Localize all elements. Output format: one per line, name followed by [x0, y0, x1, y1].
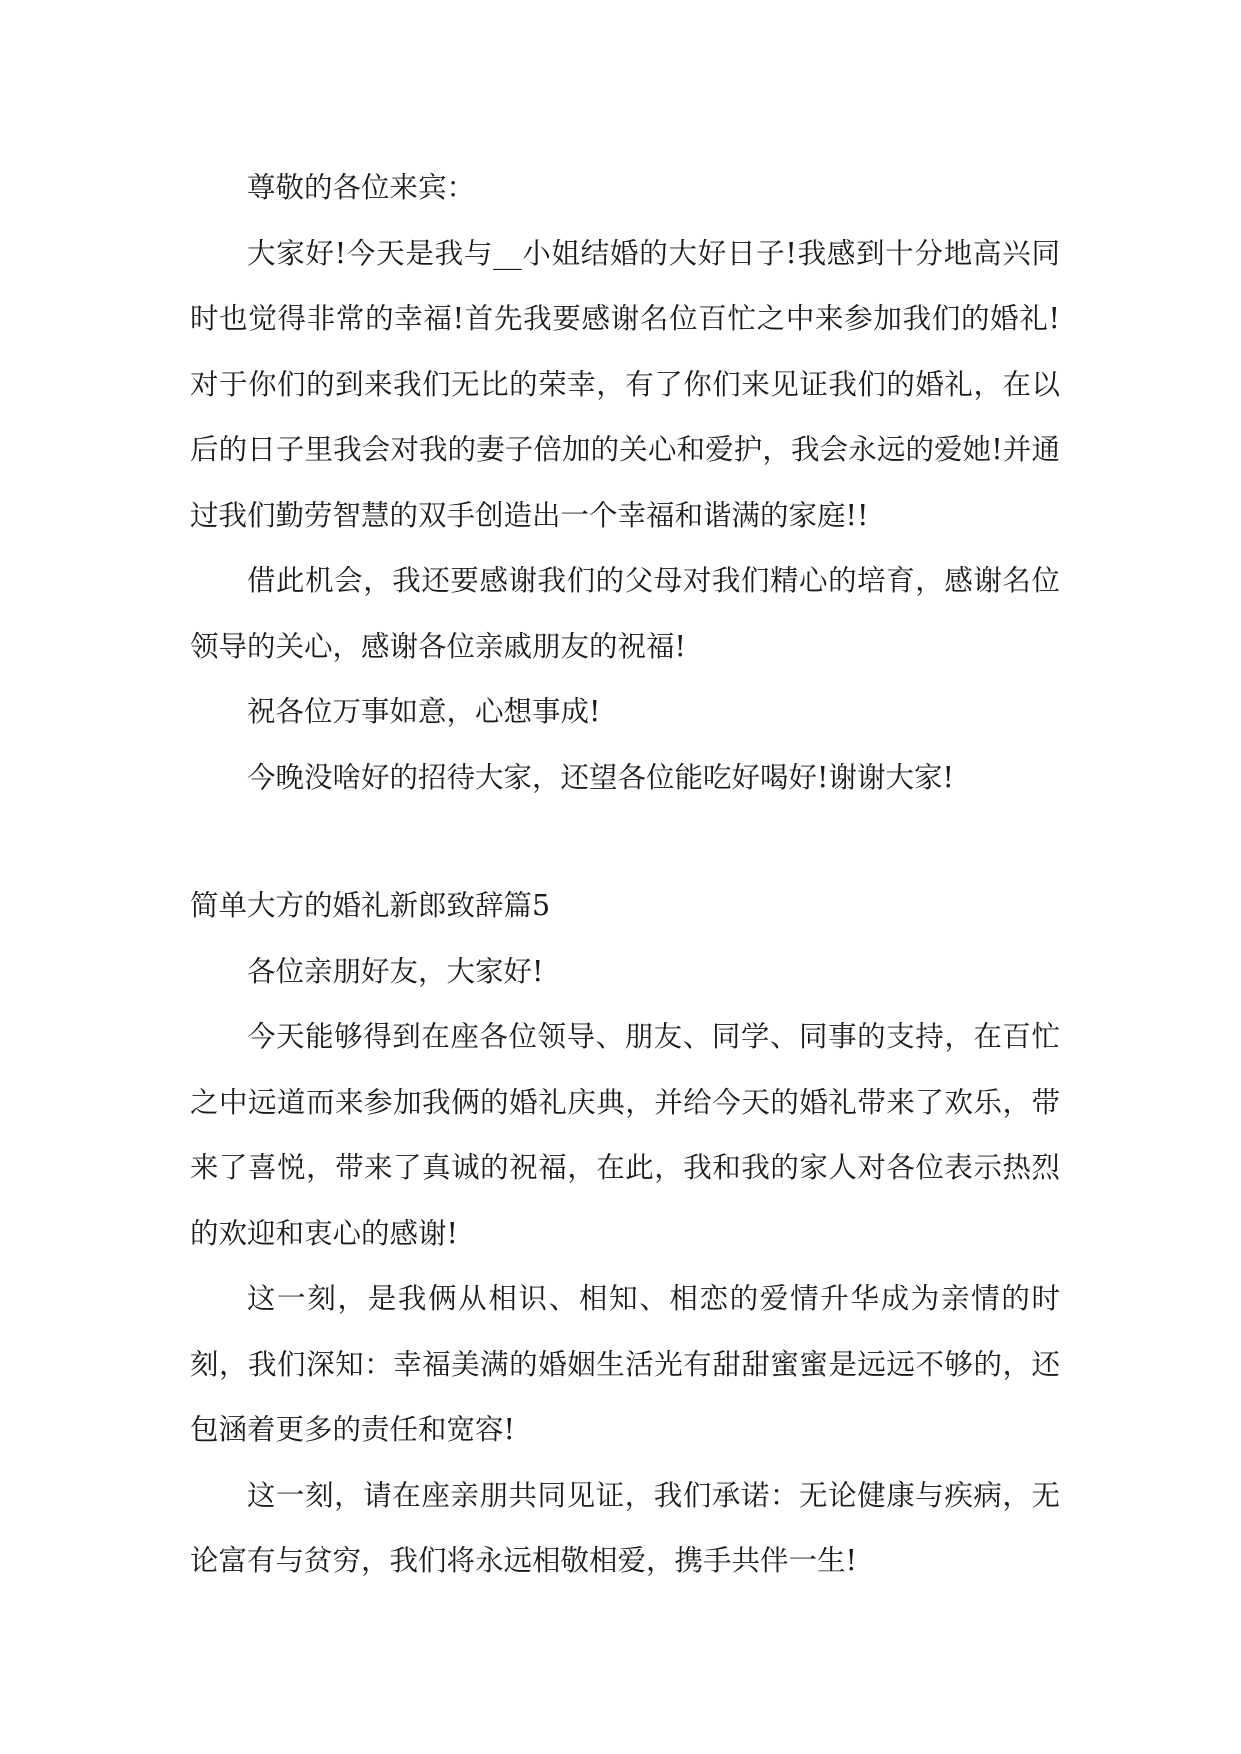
salutation: 各位亲朋好友，大家好!	[247, 954, 544, 988]
section-heading: 简单大方的婚礼新郎致辞篇5	[190, 889, 551, 922]
speech-section-2	[190, 873, 1060, 1594]
paragraph: 祝各位万事如意，心想事成!	[247, 695, 601, 728]
paragraph: 今晚没啥好的招待大家，还望各位能吃好喝好!谢谢大家!	[247, 760, 954, 794]
paragraph: 今天能够得到在座各位领导、朋友、同学、同事的支持，在百忙之中远道而来参加我俩的婚礼庆典，并给今天的婚礼带来了欢乐，带来了喜悦，带来了真诚的祝福，在此，我和我的家人对各位表示热烈的欢迎和衷心的感谢!	[190, 1020, 1060, 1250]
paragraph: 这一刻，请在座亲朋共同见证，我们承诺：无论健康与疾病，无论富有与贫穷，我们将永远相敬相爱，携手共伴一生!	[190, 1478, 1060, 1577]
speech-section-1	[190, 155, 1060, 810]
section-spacer	[190, 810, 1060, 873]
paragraph: 大家好!今天是我与__小姐结婚的大好日子!我感到十分地高兴同时也觉得非常的幸福!首先我要感谢名位百忙之中来参加我们的婚礼!对于你们的到来我们无比的荣幸，有了你们来见证我们的婚礼，在以后的日子里我会对我的妻子倍加的关心和爱护，我会永远的爱她!并通过我们勤劳智慧的双手创造出一个幸福和谐满的家庭!!	[190, 236, 1060, 532]
document-body	[190, 155, 1060, 1594]
paragraph: 这一刻，是我俩从相识、相知、相恋的爱情升华成为亲情的时刻，我们深知：幸福美满的婚姻生活光有甜甜蜜蜜是远远不够的，还包涵着更多的责任和宽容!	[190, 1282, 1060, 1446]
salutation: 尊敬的各位来宾：	[247, 171, 476, 204]
paragraph: 借此机会，我还要感谢我们的父母对我们精心的培育，感谢名位领导的关心，感谢各位亲戚朋友的祝福!	[190, 564, 1060, 663]
